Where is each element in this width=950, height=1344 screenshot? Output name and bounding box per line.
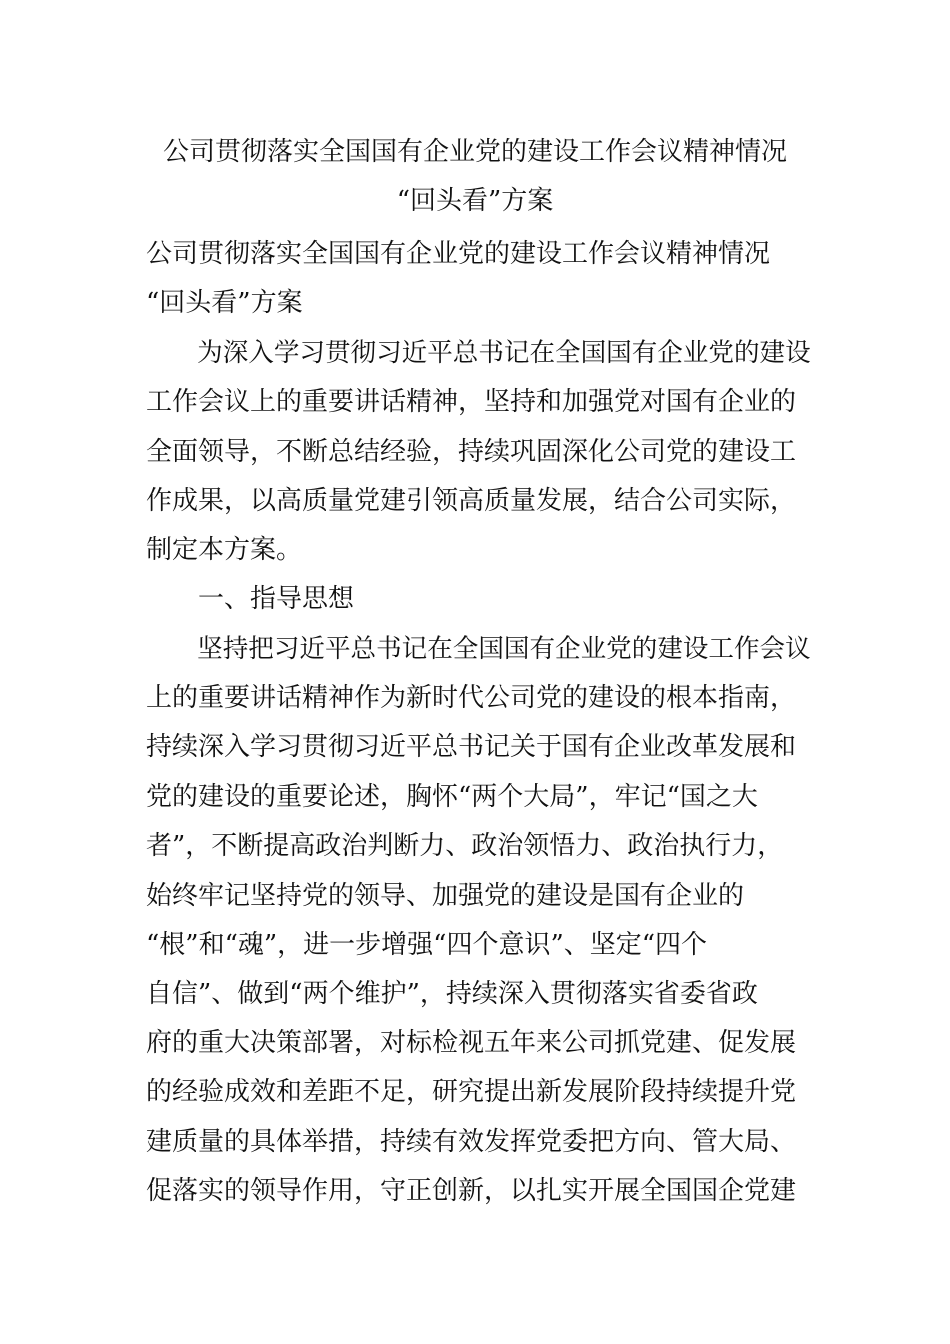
text-line-7: 制定本方案。 [146,535,303,565]
text-line-17: 府的重大决策部署，对标检视五年来公司抓党建、促发展 [146,1028,797,1058]
text-line-12: 党的建设的重要论述，胸怀“两个大局”，牢记“国之大 [146,782,758,812]
text-line-3: 为深入学习贯彻习近平总书记在全国国有企业党的建设 [146,338,811,368]
text-line-1: 公司贯彻落实全国国有企业党的建设工作会议精神情况 [146,239,771,269]
text-line-14: 始终牢记坚持党的领导、加强党的建设是国有企业的 [146,881,745,911]
text-line-10: 上的重要讲话精神作为新时代公司党的建设的根本指南， [146,683,797,713]
text-line-2: “回头看”方案 [146,288,303,318]
text-line-11: 持续深入学习贯彻习近平总书记关于国有企业改革发展和 [146,732,797,762]
section-heading: 一、指导思想 [146,584,355,614]
text-line-4: 工作会议上的重要讲话精神，坚持和加强党对国有企业的 [146,387,797,417]
text-line-5: 全面领导，不断总结经验，持续巩固深化公司党的建设工 [146,437,797,467]
text-line-20: 促落实的领导作用，守正创新，以扎实开展全国国企党建 [146,1176,797,1206]
document-title-line-1: 公司贯彻落实全国国有企业党的建设工作会议精神情况 [162,137,787,167]
text-line-13: 者”，不断提高政治判断力、政治领悟力、政治执行力， [146,831,784,861]
text-line-19: 建质量的具体举措，持续有效发挥党委把方向、管大局、 [146,1127,797,1157]
document-title-line-2: “回头看”方案 [396,186,554,216]
text-line-16: 自信”、做到“两个维护”，持续深入贯彻落实省委省政 [146,979,758,1009]
text-line-9: 坚持把习近平总书记在全国国有企业党的建设工作会议 [146,634,811,664]
text-line-15: “根”和“魂”，进一步增强“四个意识”、坚定“四个 [146,930,708,960]
text-line-6: 作成果，以高质量党建引领高质量发展，结合公司实际， [146,486,797,516]
text-line-18: 的经验成效和差距不足，研究提出新发展阶段持续提升党 [146,1077,797,1107]
